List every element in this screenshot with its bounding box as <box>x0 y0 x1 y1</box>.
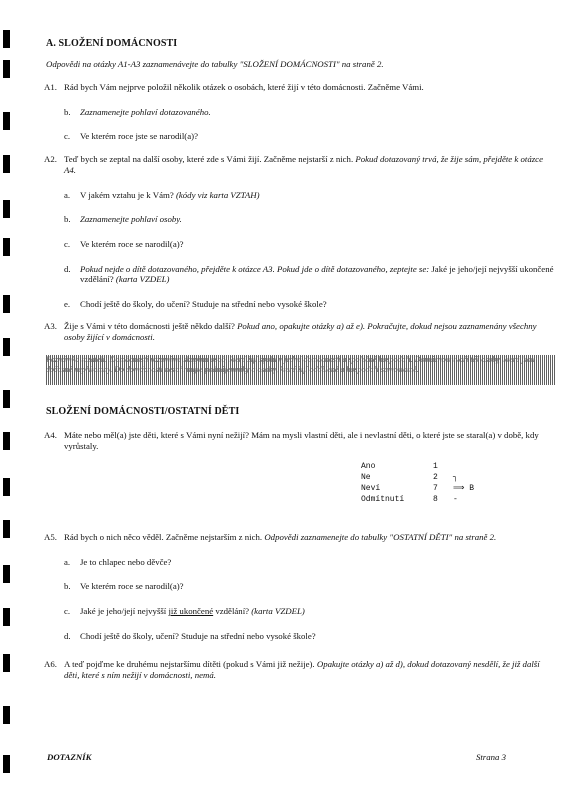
margin-mark <box>3 112 10 130</box>
question-text <box>64 659 556 680</box>
sub-text: Jaké je jeho/její nejvyšší ukončené vzdělání? <box>80 263 554 285</box>
question-a2 <box>46 154 556 175</box>
question-text-instruction: Opakujte otázky a) až d), dokud dotazovaný nesdělí, že již další děti, které s ním nežijí v domácnosti, nemá. <box>64 659 540 681</box>
answer-code-row <box>361 483 474 494</box>
question-text-plain: A teď pojďme ke druhému nejstaršímu dítěti (pokud s Vámi již nežije). <box>64 659 317 670</box>
sub-label: b. <box>64 106 71 117</box>
question-a6 <box>46 659 556 680</box>
sub-text: Ve kterém roce se narodil(a)? <box>80 238 184 249</box>
question-a5-d <box>64 630 556 642</box>
margin-mark <box>3 390 10 408</box>
shaded-note-text: Poznámka tazateli: Domácností rozumíme skupinu osob, které žijí spolu v jedné domácnosti a společně hospodaří. Domácnost tvoří též osoby, které jsou dočasně nepřítomny. Do domácnosti nezahrnujte podnájemníky a osoby, které žijí odděleně a hospodaří samostatně. <box>46 355 535 375</box>
question-a1-b <box>64 106 556 118</box>
sub-label: e. <box>64 299 71 310</box>
margin-mark <box>3 295 10 313</box>
margin-mark <box>3 30 10 48</box>
question-text-plain: Rád bych o nich něco věděl. Začněme nejstarším z nich. <box>64 531 265 542</box>
question-a2-b <box>64 214 556 225</box>
code-value: 8 <box>433 494 438 504</box>
code-routing: - <box>453 494 458 504</box>
page-number: Strana 3 <box>475 752 506 762</box>
sub-instruction: (kódy viz karta VZTAH) <box>175 189 260 200</box>
sub-label: c. <box>64 238 71 249</box>
question-text-plain: Teď bych se zeptal na další osoby, které zde s Vámi žijí. Začněme nejstarší z nich. <box>64 154 356 165</box>
sub-instruction: Pokud nejde o dítě dotazovaného, přejděte k otázce A3. Pokud jde o dítě dotazovaného, zeptejte se: <box>80 263 432 274</box>
question-text-instruction: Odpovědi zaznamenejte do tabulky "OSTATNÍ DĚTI" na straně 2. <box>264 531 497 542</box>
question-a2-a <box>64 189 556 201</box>
answer-code-row <box>361 472 474 483</box>
sub-instruction: (karta VZDEL) <box>251 606 305 617</box>
sub-instruction: (karta VZDEL) <box>115 274 170 285</box>
scan-margin-marks <box>3 0 13 796</box>
question-text-instruction: Pokud dotazovaný trvá, že žije sám, přejděte k otázce A4. <box>64 154 543 175</box>
question-text <box>64 154 556 175</box>
answer-codes-block <box>46 461 556 519</box>
question-number: A1. <box>44 81 57 92</box>
question-text-instruction: Pokud ano, opakujte otázky a) až e). Pokračujte, dokud nejsou zaznamenány všechny osoby žijící v domácnosti. <box>64 320 537 342</box>
question-text-plain: Žije s Vámi v této domácnosti ještě někdo další? <box>64 320 238 331</box>
code-value: 7 <box>433 483 438 493</box>
answer-codes <box>361 461 474 505</box>
section-intro: Odpovědi na otázky A1-A3 zaznamenávejte do tabulky "SLOŽENÍ DOMÁCNOSTI" na straně 2. <box>46 59 384 70</box>
sub-text: Chodí ještě do školy, učení? Studuje na střední nebo vysoké škole? <box>80 630 316 641</box>
margin-mark <box>3 338 10 356</box>
sub-text: Je to chlapec nebo děvče? <box>80 556 172 567</box>
question-number: A3. <box>44 320 57 331</box>
question-number: A2. <box>44 154 57 165</box>
question-a2-d <box>64 263 556 285</box>
sub-label: b. <box>64 581 71 592</box>
question-a1 <box>46 82 556 93</box>
section-title-other-children: SLOŽENÍ DOMÁCNOSTI/OSTATNÍ DĚTI <box>46 406 240 418</box>
sub-label: c. <box>64 131 71 142</box>
question-a5 <box>46 532 556 543</box>
margin-mark <box>3 565 10 583</box>
question-text: Rád bych Vám nejprve položil několik otázek o osobách, které žijí v této domácnosti. Začněme Vámi. <box>64 81 424 92</box>
section-title-household: A. SLOŽENÍ DOMÁCNOSTI <box>46 38 178 49</box>
answer-code-row <box>361 461 474 472</box>
question-a5-b <box>64 581 556 592</box>
code-routing: ⟹ B <box>453 483 475 493</box>
code-label: Neví <box>361 483 381 493</box>
question-a2-e <box>64 299 556 310</box>
sub-label: d. <box>64 630 71 641</box>
sub-label: c. <box>64 606 71 617</box>
question-a4 <box>46 430 556 451</box>
margin-mark <box>3 238 10 256</box>
margin-mark <box>3 155 10 173</box>
sub-text: Zaznamenejte pohlaví dotazovaného. <box>80 106 211 117</box>
sub-label: a. <box>64 189 71 200</box>
margin-mark <box>3 432 10 450</box>
sub-text: Zaznamenejte pohlaví osoby. <box>80 214 182 225</box>
code-value: 1 <box>433 461 438 471</box>
question-text: Máte nebo měl(a) jste děti, které s Vámi nyní nežijí? Mám na mysli vlastní děti, ale i nevlastní děti, o které jste se staral(a) v době, kdy vyrůstaly. <box>64 430 539 452</box>
sub-label: a. <box>64 556 71 567</box>
sub-label: d. <box>64 263 71 274</box>
question-number: A6. <box>44 659 57 670</box>
question-text <box>64 321 556 342</box>
question-number: A4. <box>44 430 57 441</box>
margin-mark <box>3 755 10 773</box>
margin-mark <box>3 520 10 538</box>
question-a1-c <box>64 131 556 142</box>
margin-mark <box>3 608 10 626</box>
question-number: A5. <box>44 531 57 542</box>
question-a2-c <box>64 238 556 250</box>
question-a3 <box>46 321 556 342</box>
margin-mark <box>3 60 10 78</box>
code-label: Ne <box>361 472 371 482</box>
margin-mark <box>3 654 10 672</box>
sub-text: Ve kterém roce jste se narodil(a)? <box>80 131 198 142</box>
sub-text-underlined: již ukončené <box>168 606 214 617</box>
shaded-interviewer-note <box>46 355 556 385</box>
margin-mark <box>3 200 10 218</box>
sub-text: Chodí ještě do školy, do učení? Studuje na střední nebo vysoké škole? <box>80 299 327 310</box>
sub-text: Jaké je jeho/její nejvyšší <box>80 606 169 617</box>
code-label: Ano <box>361 461 376 471</box>
code-label: Odmítnutí <box>361 494 405 504</box>
code-value: 2 <box>433 472 438 482</box>
question-text <box>64 532 556 543</box>
footer-document-name: DOTAZNÍK <box>47 752 92 762</box>
margin-mark <box>3 478 10 496</box>
question-a5-c <box>64 606 556 617</box>
code-routing: ┐ <box>453 472 458 482</box>
sub-text: vzdělání? <box>213 606 252 617</box>
question-a5-a <box>64 556 556 568</box>
document-body <box>46 38 556 681</box>
sub-text: V jakém vztahu je k Vám? <box>80 189 176 200</box>
margin-mark <box>3 706 10 724</box>
sub-text: Ve kterém roce se narodil(a)? <box>80 581 184 592</box>
answer-code-row <box>361 494 474 505</box>
sub-label: b. <box>64 214 71 225</box>
